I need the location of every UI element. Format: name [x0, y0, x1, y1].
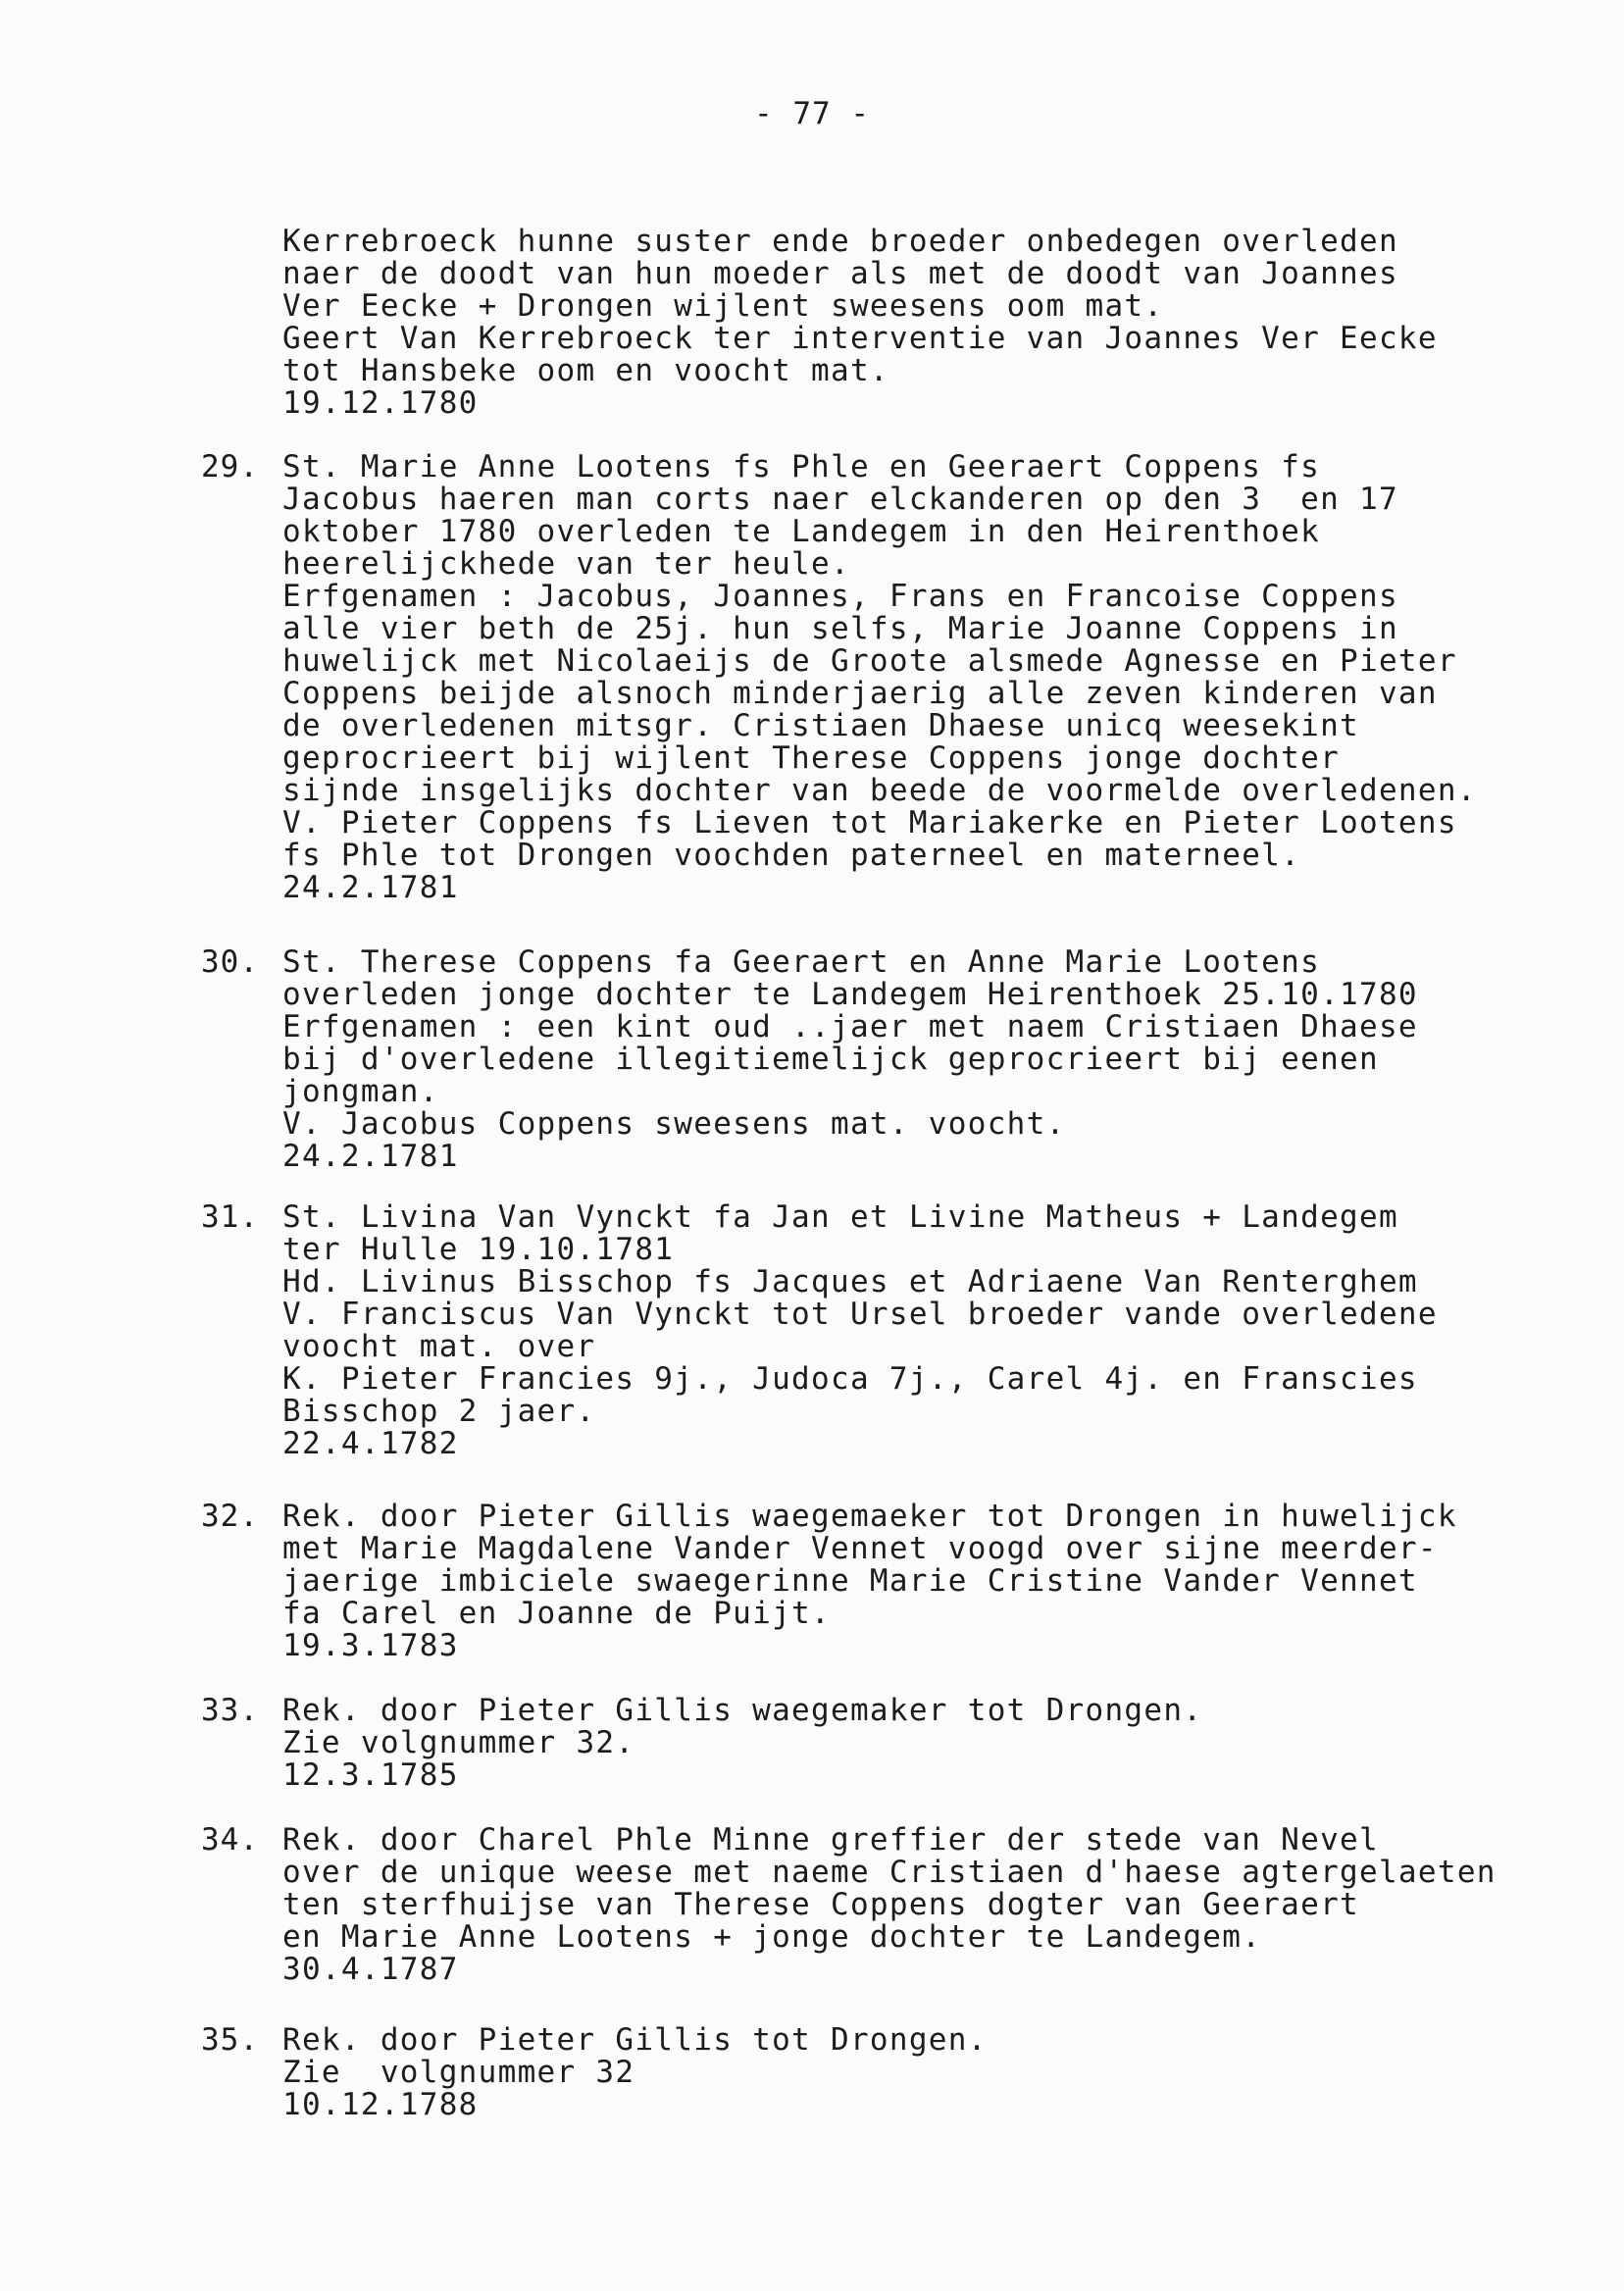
text-line: Erfgenamen : Jacobus, Joannes, Frans en Francoise Coppens	[282, 579, 1398, 614]
entry-number: 30.	[201, 944, 259, 980]
text-line: 19.3.1783	[282, 1628, 459, 1663]
text-line: alle vier beth de 25j. hun selfs, Marie Joanne Coppens in	[282, 611, 1398, 646]
text-line: huwelijck met Nicolaeijs de Groote alsmede Agnesse en Pieter	[282, 643, 1457, 679]
text-line: tot Hansbeke oom en voocht mat.	[282, 353, 889, 388]
entry-number: 35.	[201, 2022, 259, 2058]
text-line: ten sterfhuijse van Therese Coppens dogter van Geeraert	[282, 1887, 1359, 1922]
text-line: Rek. door Pieter Gillis tot Drongen.	[282, 2022, 988, 2058]
text-line: over de unique weese met naeme Cristiaen d'haese agtergelaeten	[282, 1855, 1497, 1890]
text-line: Hd. Livinus Bisschop fs Jacques et Adriaene Van Renterghem	[282, 1264, 1418, 1299]
text-line: 19.12.1780	[282, 385, 479, 421]
text-line: V. Jacobus Coppens sweesens mat. voocht.	[282, 1106, 1066, 1142]
text-line: 10.12.1788	[282, 2087, 479, 2122]
text-line: Geert Van Kerrebroeck ter interventie van Joannes Ver Eecke	[282, 321, 1438, 356]
text-line: 24.2.1781	[282, 1139, 459, 1174]
text-line: jongman.	[282, 1074, 439, 1109]
text-line: Coppens beijde alsnoch minderjaerig alle zeven kinderen van	[282, 676, 1438, 711]
text-line: 22.4.1782	[282, 1426, 459, 1461]
text-line: Rek. door Pieter Gillis waegemaker tot Drongen.	[282, 1693, 1203, 1728]
text-line: bij d'overledene illegitiemelijck geprocrieert bij eenen	[282, 1042, 1379, 1077]
entry-number: 34.	[201, 1822, 259, 1858]
text-line: ter Hulle 19.10.1781	[282, 1232, 675, 1267]
text-line: St. Marie Anne Lootens fs Phle en Geeraert Coppens fs	[282, 449, 1321, 484]
entry-number: 29.	[201, 449, 259, 484]
text-line: Kerrebroeck hunne suster ende broeder onbedegen overleden	[282, 224, 1398, 259]
text-line: de overledenen mitsgr. Cristiaen Dhaese unicq weesekint	[282, 708, 1359, 743]
text-line: met Marie Magdalene Vander Vennet voogd over sijne meerder-	[282, 1531, 1438, 1566]
text-line: geprocrieert bij wijlent Therese Coppens jonge dochter	[282, 740, 1341, 776]
text-line: naer de doodt van hun moeder als met de doodt van Joannes	[282, 256, 1398, 291]
text-line: en Marie Anne Lootens + jonge dochter te Landegem.	[282, 1919, 1262, 1955]
text-line: Erfgenamen : een kint oud ..jaer met naem Cristiaen Dhaese	[282, 1009, 1418, 1044]
text-line: Bisschop 2 jaer.	[282, 1394, 596, 1429]
text-line: oktober 1780 overleden te Landegem in den Heirenthoek	[282, 514, 1321, 549]
text-line: fs Phle tot Drongen voochden paterneel en materneel.	[282, 838, 1301, 873]
entry-number: 31.	[201, 1199, 259, 1235]
entry-number: 33.	[201, 1693, 259, 1728]
entry-number: 32.	[201, 1499, 259, 1534]
text-line: 12.3.1785	[282, 1757, 459, 1793]
text-line: voocht mat. over	[282, 1329, 596, 1364]
text-line: V. Pieter Coppens fs Lieven tot Mariakerke en Pieter Lootens	[282, 805, 1457, 840]
text-line: Rek. door Charel Phle Minne greffier der stede van Nevel	[282, 1822, 1379, 1858]
text-line: St. Livina Van Vynckt fa Jan et Livine Matheus + Landegem	[282, 1199, 1398, 1235]
text-line: V. Franciscus Van Vynckt tot Ursel broeder vande overledene	[282, 1297, 1438, 1332]
text-line: Ver Eecke + Drongen wijlent sweesens oom mat.	[282, 288, 1164, 324]
text-line: K. Pieter Francies 9j., Judoca 7j., Carel 4j. en Franscies	[282, 1361, 1418, 1397]
text-line: Zie volgnummer 32	[282, 2055, 635, 2090]
text-line: sijnde insgelijks dochter van beede de voormelde overledenen.	[282, 773, 1477, 808]
text-line: St. Therese Coppens fa Geeraert en Anne Marie Lootens	[282, 944, 1321, 980]
text-line: Rek. door Pieter Gillis waegemaeker tot Drongen in huwelijck	[282, 1499, 1457, 1534]
text-line: Jacobus haeren man corts naer elckanderen op den 3 en 17	[282, 482, 1398, 517]
text-line: fa Carel en Joanne de Puijt.	[282, 1596, 831, 1631]
page-number: - 77 -	[754, 96, 870, 131]
text-line: 24.2.1781	[282, 870, 459, 905]
text-line: jaerige imbiciele swaegerinne Marie Cristine Vander Vennet	[282, 1563, 1418, 1599]
text-line: heerelijckhede van ter heule.	[282, 546, 850, 582]
text-line: overleden jonge dochter te Landegem Heirenthoek 25.10.1780	[282, 977, 1418, 1012]
text-line: Zie volgnummer 32.	[282, 1725, 635, 1760]
text-line: 30.4.1787	[282, 1952, 459, 1987]
